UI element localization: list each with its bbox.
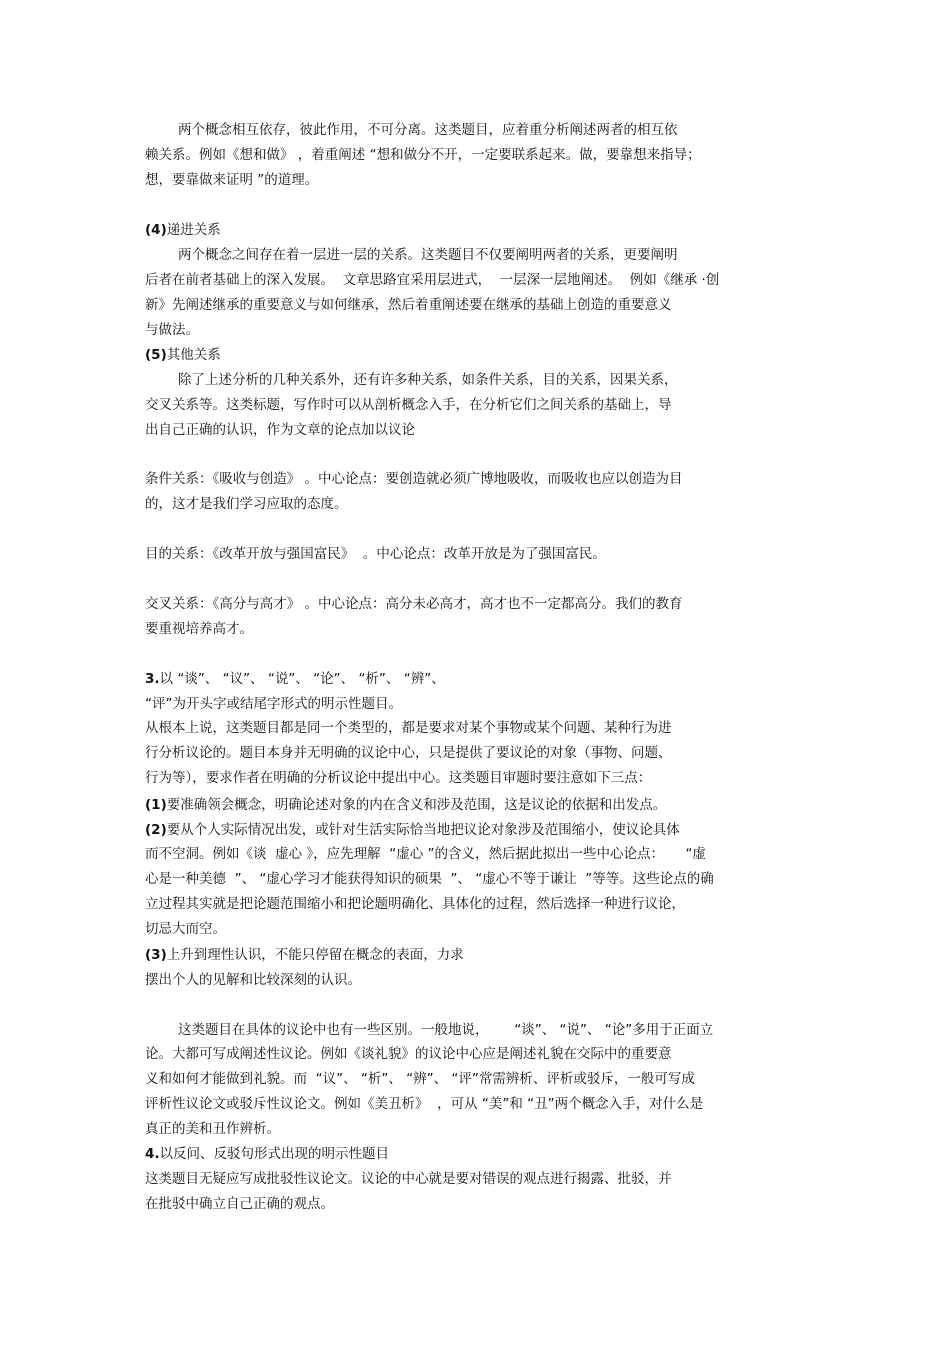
point-number: (1) xyxy=(145,797,167,813)
paragraph-line: 在批驳中确立自己正确的观点。 xyxy=(145,1196,334,1212)
section-heading-5 xyxy=(145,346,221,364)
heading-text: 其他关系 xyxy=(166,347,221,363)
heading-number: 4. xyxy=(145,1146,160,1162)
heading-text: 以 “谈”、 “议”、 “说”、 “论”、 “析”、 “辨”、 xyxy=(159,671,445,687)
point-text: 上升到理性认识，不能只停留在概念的表面，力求 xyxy=(166,947,464,963)
paragraph-line: 与做法。 xyxy=(145,322,199,338)
paragraph-line: 行分析议论的。题目本身并无明确的议论中心，只是提供了要议论的对象（事物、问题、 xyxy=(145,745,672,761)
paragraph-line: 切忌大而空。 xyxy=(145,921,226,937)
paragraph-line: 想，要靠做来证明 ”的道理。 xyxy=(145,172,319,188)
example-line: 条件关系：《吸收与创造》 。中心论点：要创造就必须广博地吸收，而吸收也应以创造为目 xyxy=(145,471,683,487)
section-heading-4 xyxy=(145,221,221,239)
heading-text: 递进关系 xyxy=(166,222,221,238)
section-heading-4-main xyxy=(145,1145,389,1163)
paragraph-line: 两个概念之间存在着一层进一层的关系。这类题目不仅要阐明两者的关系，更要阐明 xyxy=(178,247,678,263)
paragraph-line: 立过程其实就是把论题范围缩小和把论题明确化、具体化的过程，然后选择一种进行议论， xyxy=(145,896,685,912)
paragraph-line: 这类题目在具体的议论中也有一些区别。一般地说， “谈”、 “说”、 “论”多用于正面立 xyxy=(178,1022,714,1038)
section-heading-3 xyxy=(145,670,445,688)
heading-number: (5) xyxy=(145,347,167,363)
heading-continuation: “评”为开头字或结尾字形式的明示性题目。 xyxy=(145,696,402,712)
paragraph-line: 两个概念相互依存，彼此作用，不可分离。这类题目，应着重分析阐述两者的相互依 xyxy=(178,122,678,138)
point-number: (3) xyxy=(145,947,167,963)
paragraph-line: 出自己正确的认识，作为文章的论点加以议论 xyxy=(145,422,415,438)
paragraph-line: 除了上述分析的几种关系外，还有许多种关系，如条件关系，目的关系，因果关系， xyxy=(178,372,678,388)
example-line: 的，这才是我们学习应取的态度。 xyxy=(145,496,348,512)
point-3 xyxy=(145,946,464,964)
point-2 xyxy=(145,821,680,839)
example-line: 目的关系：《改革开放与强国富民》 。中心论点：改革开放是为了强国富民。 xyxy=(145,546,606,562)
paragraph-line: 新》先阐述继承的重要意义与如何继承，然后着重阐述要在继承的基础上创造的重要意义 xyxy=(145,297,672,313)
paragraph-line: 而不空洞。例如《谈 虚心 》，应先理解 “虚心 ”的含义，然后据此拟出一些中心论点： “虚 xyxy=(145,846,706,862)
paragraph-line: 从根本上说，这类题目都是同一个类型的，都是要求对某个事物或某个问题、某种行为进 xyxy=(145,720,672,736)
paragraph-line: 交叉关系等。这类标题，写作时可以从剖析概念入手，在分析它们之间关系的基础上，导 xyxy=(145,397,672,413)
example-line: 要重视培养高才。 xyxy=(145,621,253,637)
point-1 xyxy=(145,796,666,814)
paragraph-line: 心是一种美德 ”、 “虚心学习才能获得知识的硕果 ”、 “虚心不等于谦让 ”等等。这些论点的确 xyxy=(145,871,714,887)
paragraph-line: 论。大都可写成阐述性议论。例如《谈礼貌》的议论中心应是阐述礼貌在交际中的重要意 xyxy=(145,1046,672,1062)
paragraph-line: 评析性议论文或驳斥性议论文。例如《美丑析》 ，可从 “美”和 “丑”两个概念入手，对什么是 xyxy=(145,1096,704,1112)
paragraph-line: 真正的美和丑作辨析。 xyxy=(145,1121,280,1137)
paragraph-line: 后者在前者基础上的深入发展。 文章思路宜采用层进式， 一层深一层地阐述。 例如《继承 ·创 xyxy=(145,272,720,288)
paragraph-line: 赖关系。例如《想和做》 ，着重阐述 “想和做分不开，一定要联系起来。做，要靠想来指导； xyxy=(145,147,701,163)
point-text: 要准确领会概念，明确论述对象的内在含义和涉及范围，这是议论的依据和出发点。 xyxy=(166,797,667,813)
heading-number: 3. xyxy=(145,671,160,687)
point-text: 要从个人实际情况出发，或针对生活实际恰当地把议论对象涉及范围缩小，使议论具体 xyxy=(166,822,680,838)
paragraph-line: 行为等），要求作者在明确的分析议论中提出中心。这类题目审题时要注意如下三点： xyxy=(145,770,652,786)
heading-text: 以反问、反驳句形式出现的明示性题目 xyxy=(159,1146,390,1162)
paragraph-line: 义和如何才能做到礼貌。而 “议”、 “析”、 “辨”、 “评”常需辨析、评析或驳斥，一般可写成 xyxy=(145,1071,695,1087)
paragraph-line: 摆出个人的见解和比较深刻的认识。 xyxy=(145,972,361,988)
example-line: 交叉关系：《高分与高才》 。中心论点：高分未必高才，高才也不一定都高分。我们的教育 xyxy=(145,596,683,612)
point-number: (2) xyxy=(145,822,167,838)
heading-number: (4) xyxy=(145,222,167,238)
paragraph-line: 这类题目无疑应写成批驳性议论文。议论的中心就是要对错误的观点进行揭露、批驳，并 xyxy=(145,1171,672,1187)
